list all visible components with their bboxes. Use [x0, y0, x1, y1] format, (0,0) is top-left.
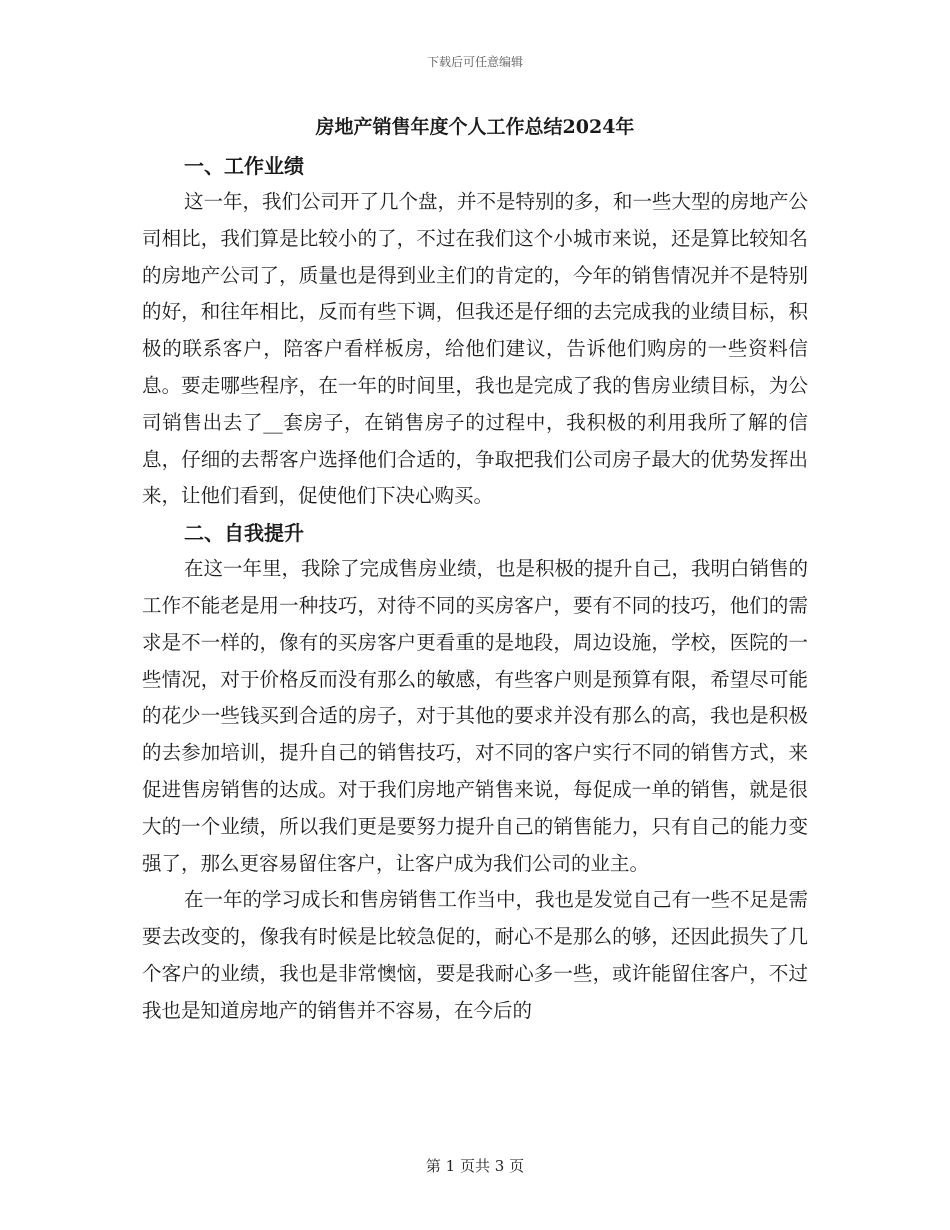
paragraph: 在这一年里，我除了完成售房业绩，也是积极的提升自己，我明白销售的工作不能老是用一种技巧，对待不同的买房客户，要有不同的技巧，他们的需求是不一样的，像有的买房客户更看重的是地段，周边设施，学校，医院的一些情况，对于价格反而没有那么的敏感，有些客户则是预算有限，希望尽可能的花少一些钱买到合适的房子，对于其他的要求并没有那么的高，我也是积极的去参加培训，提升自己的销售技巧，对不同的客户实行不同的销售方式，来促进售房销售的达成。对于我们房地产销售来说，每促成一单的销售，就是很大的一个业绩，所以我们更是要努力提升自己的销售能力，只有自己的能力变强了，那么更容易留住客户，让客户成为我们公司的业主。 [142, 557, 809, 875]
section-work-performance [142, 148, 808, 515]
header-note: 下载后可任意编辑 [426, 55, 523, 69]
page-footer: 第 1 页共 3 页 [425, 1157, 525, 1175]
section-heading: 一、工作业绩 [184, 154, 304, 178]
document-title: 房地产销售年度个人工作总结2024年 [315, 116, 635, 138]
paragraph: 这一年，我们公司开了几个盘，并不是特别的多，和一些大型的房地产公司相比，我们算是比较小的了，不过在我们这个小城市来说，还是算比较知名的房地产公司了，质量也是得到业主们的肯定的，今年的销售情况并不是特别的好，和往年相比，反而有些下调，但我还是仔细的去完成我的业绩目标，积极的联系客户，陪客户看样板房，给他们建议，告诉他们购房的一些资料信息。要走哪些程序，在一年的时间里，我也是完成了我的售房业绩目标，为公司销售出去了__套房子，在销售房子的过程中，我积极的利用我所了解的信息，仔细的去帮客户选择他们合适的，争取把我们公司房子最大的优势发挥出来，让他们看到，促使他们下决心购买。 [142, 190, 809, 508]
section-heading: 二、自我提升 [184, 521, 304, 546]
section-self-improvement [142, 515, 808, 1029]
document-body [142, 148, 808, 1030]
paragraph: 在一年的学习成长和售房销售工作当中，我也是发觉自己有一些不足是需要去改变的，像我有时候是比较急促的，耐心不是那么的够，还因此损失了几个客户的业绩，我也是非常懊恼，要是我耐心多一些，或许能留住客户，不过我也是知道房地产的销售并不容易，在今后的 [142, 888, 809, 1022]
